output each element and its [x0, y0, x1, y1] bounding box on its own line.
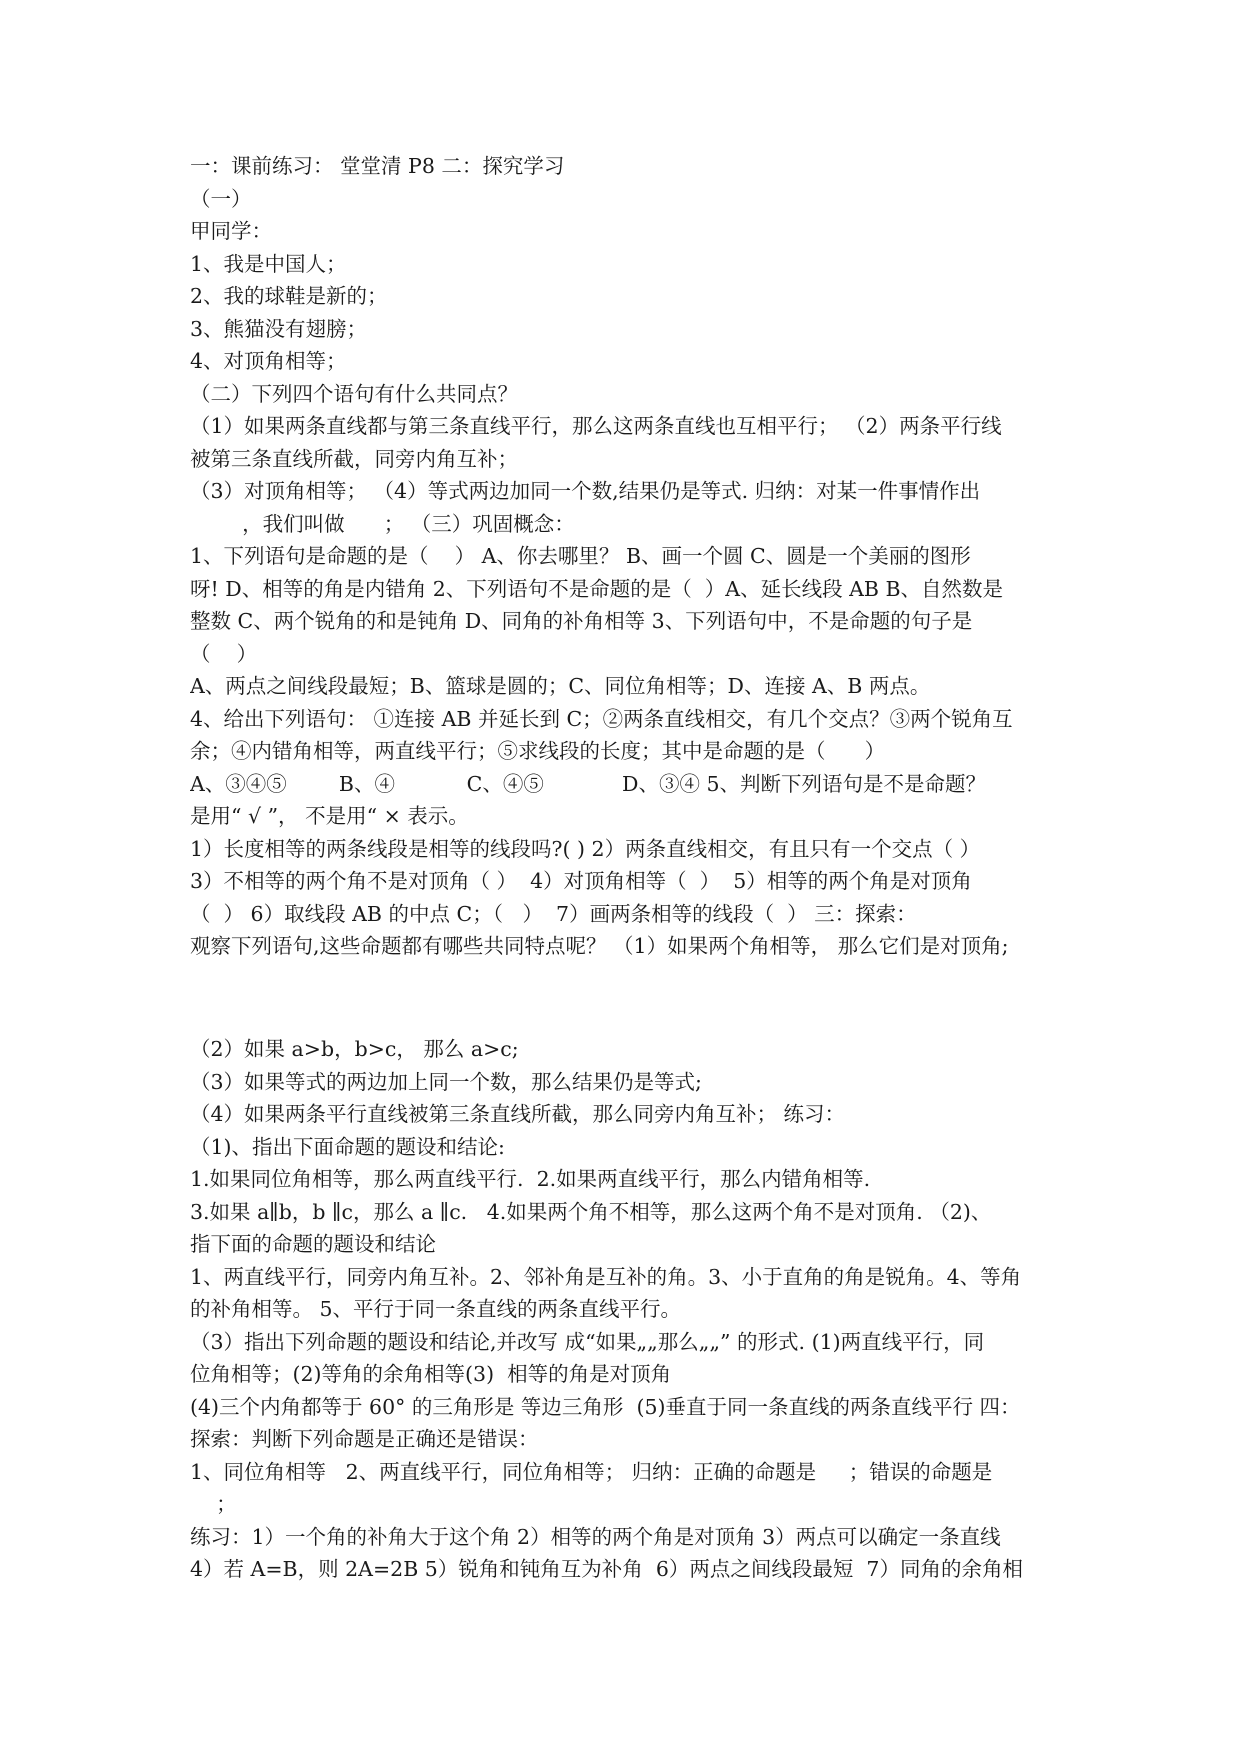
text-line: （3）对顶角相等； （4）等式两边加同一个数,结果仍是等式. 归纳：对某一件事情作出: [190, 479, 981, 503]
text-line: （3）指出下列命题的题设和结论,并改写 成“如果„„那么„„” 的形式. (1)两直线平行，同: [190, 1329, 985, 1354]
text-line: 呀! D、相等的角是内错角 2、下列语句不是命题的是（ ）A、延长线段 AB B、自然数是: [190, 576, 1004, 601]
text-line: (4)三个内角都等于 60° 的三角形是 等边三角形 (5)垂直于同一条直线的两条直线平行 四：: [190, 1394, 1021, 1419]
text-line: 4）若 A=B，则 2A=2B 5）锐角和钝角互为补角 6）两点之间线段最短 7）同角的余角相: [190, 1557, 1023, 1581]
text-line: 甲同学：: [190, 219, 272, 243]
text-line: A、两点之间线段最短；B、篮球是圆的；C、同位角相等；D、连接 A、B 两点。: [190, 674, 931, 698]
text-line: 3、熊猫没有翅膀；: [190, 316, 368, 341]
text-line: 3）不相等的两个角不是对顶角（ ） 4）对顶角相等（ ） 5）相等的两个角是对顶角: [190, 869, 972, 893]
text-line: （1)、指出下面命题的题设和结论:: [190, 1134, 505, 1159]
text-line: ，我们叫做 ； （三）巩固概念：: [190, 511, 575, 536]
text-line: 余；④内错角相等，两直线平行；⑤求线段的长度；其中是命题的是（ ）: [190, 739, 886, 763]
text-line: 1、同位角相等 2、两直线平行，同位角相等； 归纳：正确的命题是 ；错误的命题是: [190, 1459, 993, 1484]
text-line: 4、给出下列语句： ①连接 AB 并延长到 C；②两条直线相交，有几个交点？③两个锐角互: [190, 706, 1013, 731]
text-line: （二）下列四个语句有什么共同点？: [190, 381, 518, 406]
text-line: （ ） 6）取线段 AB 的中点 C；（ ） 7）画两条相等的线段（ ） 三：探索：: [190, 901, 917, 926]
text-line: （3）如果等式的两边加上同一个数，那么结果仍是等式;: [190, 1069, 702, 1094]
text-line: 练习：1）一个角的补角大于这个角 2）相等的两个角是对顶角 3）两点可以确定一条直线: [190, 1524, 1001, 1549]
text-line: 指下面的命题的题设和结论: [190, 1232, 436, 1256]
text-line: A、③④⑤ B、④ C、④⑤ D、③④ 5、判断下列语句是不是命题？: [190, 771, 987, 796]
text-line: 1.如果同位角相等，那么两直线平行. 2.如果两直线平行，那么内错角相等.: [190, 1167, 871, 1191]
text-line: 观察下列语句,这些命题都有哪些共同特点呢？ （1）如果两个角相等， 那么它们是对顶角;: [190, 934, 1009, 958]
text-line: 是用“ √ ”， 不是用“ × 表示。: [190, 804, 469, 828]
text-line: （ ）: [190, 641, 258, 666]
text-line: 3.如果 a∥b，b ∥c，那么 a ∥c. 4.如果两个角不相等，那么这两个角不是对顶角. （2)、: [190, 1199, 992, 1224]
text-line: （2）如果 a>b，b>c， 那么 a>c;: [190, 1037, 519, 1061]
text-line: ；: [190, 1492, 237, 1516]
text-line: （4）如果两条平行直线被第三条直线所截，那么同旁内角互补； 练习：: [190, 1102, 846, 1126]
text-line: （一）: [190, 186, 252, 211]
text-line: 被第三条直线所截，同旁内角互补；: [190, 446, 518, 471]
text-line: 2、我的球鞋是新的；: [190, 284, 388, 308]
text-line: （1）如果两条直线都与第三条直线平行，那么这两条直线也互相平行； （2）两条平行线: [190, 414, 1002, 438]
text-line: 一：课前练习： 堂堂清 P8 二：探究学习: [190, 154, 565, 178]
text-line: 4、对顶角相等；: [190, 349, 347, 373]
text-line: 1、我是中国人；: [190, 251, 347, 276]
text-line: 1、两直线平行，同旁内角互补。2、邻补角是互补的角。3、小于直角的角是锐角。4、等角: [190, 1264, 1022, 1289]
text-line: 1）长度相等的两条线段是相等的线段吗?( ) 2）两条直线相交，有且只有一个交点（ ）: [190, 836, 981, 861]
text-line: 位角相等；(2)等角的余角相等(3) 相等的角是对顶角: [190, 1362, 672, 1386]
text-line: 的补角相等。 5、平行于同一条直线的两条直线平行。: [190, 1297, 682, 1321]
text-line: 1、下列语句是命题的是（ ） A、你去哪里？ B、画一个圆 C、圆是一个美丽的图形: [190, 544, 971, 568]
text-line: 探索：判断下列命题是正确还是错误：: [190, 1427, 539, 1451]
text-block-lower: [190, 1033, 1050, 1586]
text-line: 整数 C、两个锐角的和是钝角 D、同角的补角相等 3、下列语句中，不是命题的句子是: [190, 609, 973, 633]
text-block-upper: [190, 150, 1050, 963]
